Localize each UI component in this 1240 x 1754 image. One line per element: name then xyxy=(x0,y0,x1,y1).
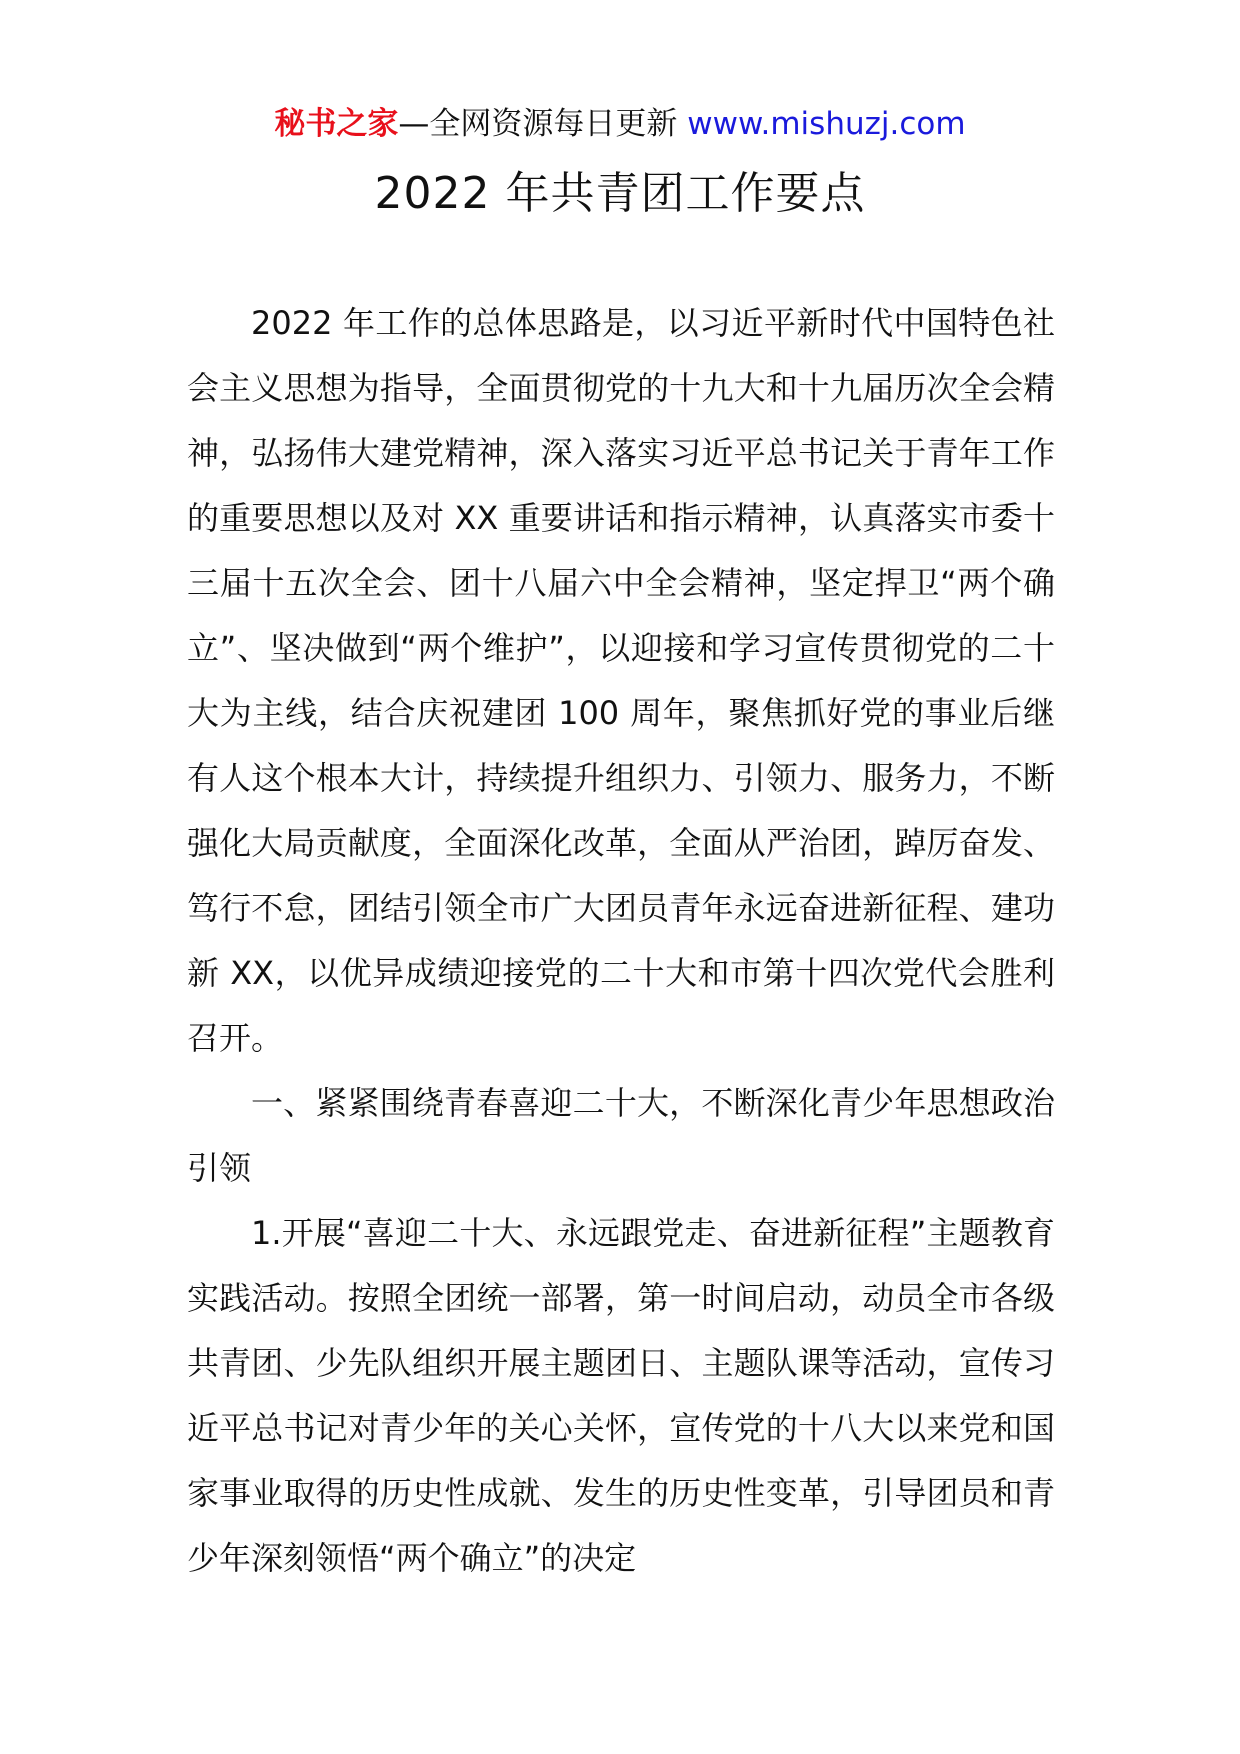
document-title: 2022 年共青团工作要点 xyxy=(374,168,866,219)
document-body xyxy=(187,291,1055,1591)
paragraph-item-1: 1.开展“喜迎二十大、永远跟党走、奋进新征程”主题教育实践活动。按照全团统一部署，第一时间启动，动员全市各级共青团、少先队组织开展主题团日、主题队课等活动，宣传习近平总书记对青少年的关心关怀，宣传党的十八大以来党和国家事业取得的历史性成就、发生的历史性变革，引导团员和青少年深刻领悟“两个确立”的决定 xyxy=(187,1214,1055,1577)
brand-url[interactable]: www.mishuzj.com xyxy=(687,106,966,142)
paragraph-overview: 2022 年工作的总体思路是，以习近平新时代中国特色社会主义思想为指导，全面贯彻党的十九大和十九届历次全会精神，弘扬伟大建党精神，深入落实习近平总书记关于青年工作的重要思想以及对 XX 重要讲话和指示精神，认真落实市委十三届十五次全会、团十八届六中全会精神，坚定捍卫“两个确立”、坚决做到“两个维护”，以迎接和学习宣传贯彻党的二十大为主线，结合庆祝建团 100 周年，聚焦抓好党的事业后继有人这个根本大计，持续提升组织力、引领力、服务力，不断强化大局贡献度，全面深化改革，全面从严治团，踔厉奋发、笃行不怠，团结引领全市广大团员青年永远奋进新征程、建功新 XX，以优异成绩迎接党的二十大和市第十四次党代会胜利召开。 xyxy=(187,304,1055,1057)
brand-slogan: —全网资源每日更新 xyxy=(398,106,688,142)
brand-name: 秘书之家 xyxy=(274,106,399,142)
watermark-header xyxy=(0,104,1240,144)
section-heading-1: 一、紧紧围绕青春喜迎二十大，不断深化青少年思想政治引领 xyxy=(187,1084,1055,1187)
